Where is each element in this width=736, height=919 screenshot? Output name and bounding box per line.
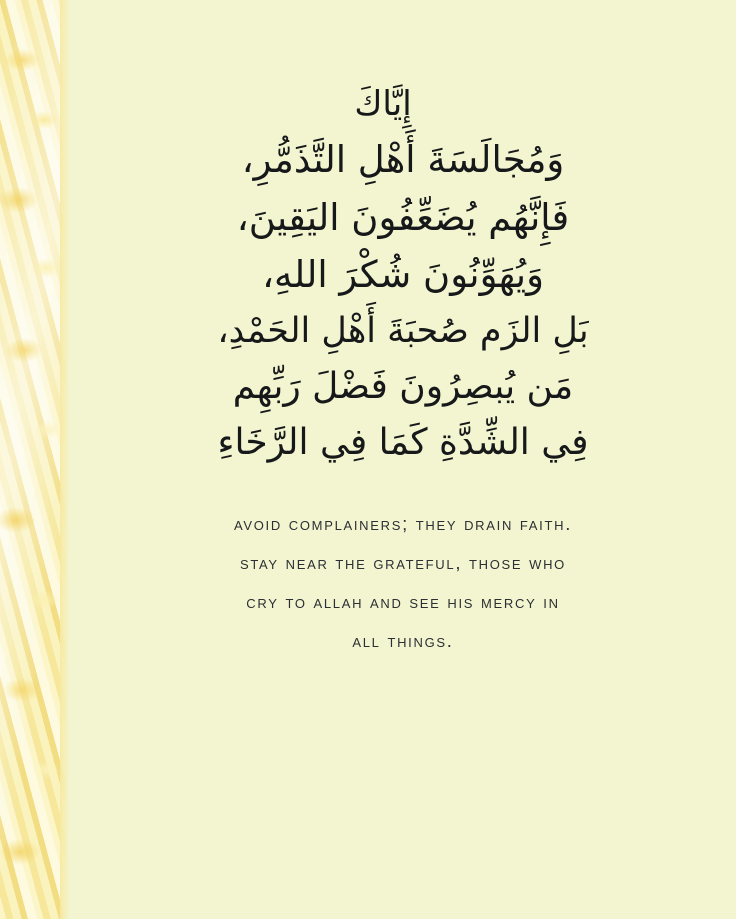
arabic-line-6: مَن يُبصِرُونَ فَضْلَ رَبِّهِم xyxy=(232,365,574,407)
translation-line-4: all things. xyxy=(352,629,454,651)
arabic-line-7: فِي الشِّدَّةِ كَمَا فِي الرَّخَاءِ xyxy=(217,421,589,463)
arabic-line-3: فَإِنَّهُم يُضَعِّفُونَ اليَقِينَ، xyxy=(236,195,570,239)
english-translation xyxy=(70,505,736,660)
decorative-marble-border xyxy=(0,0,66,919)
arabic-quote xyxy=(70,78,736,471)
decorative-border-edge xyxy=(60,0,70,919)
poster-content xyxy=(70,0,736,919)
arabic-line-4: وَيُهَوِّنُونَ شُكْرَ اللهِ، xyxy=(262,253,544,297)
arabic-line-1: إِيَّاكَ xyxy=(354,84,412,124)
translation-line-2: stay near the grateful, those who xyxy=(239,551,566,573)
arabic-line-5: بَلِ الزَم صُحبَةَ أَهْلِ الحَمْدِ، xyxy=(217,311,589,352)
translation-line-1: avoid complainers; they drain faith. xyxy=(233,513,573,535)
translation-line-3: cry to allah and see his mercy in xyxy=(246,590,560,612)
arabic-line-2: وَمُجَالَسَةَ أَهْلِ التَّذَمُّرِ، xyxy=(241,138,565,182)
